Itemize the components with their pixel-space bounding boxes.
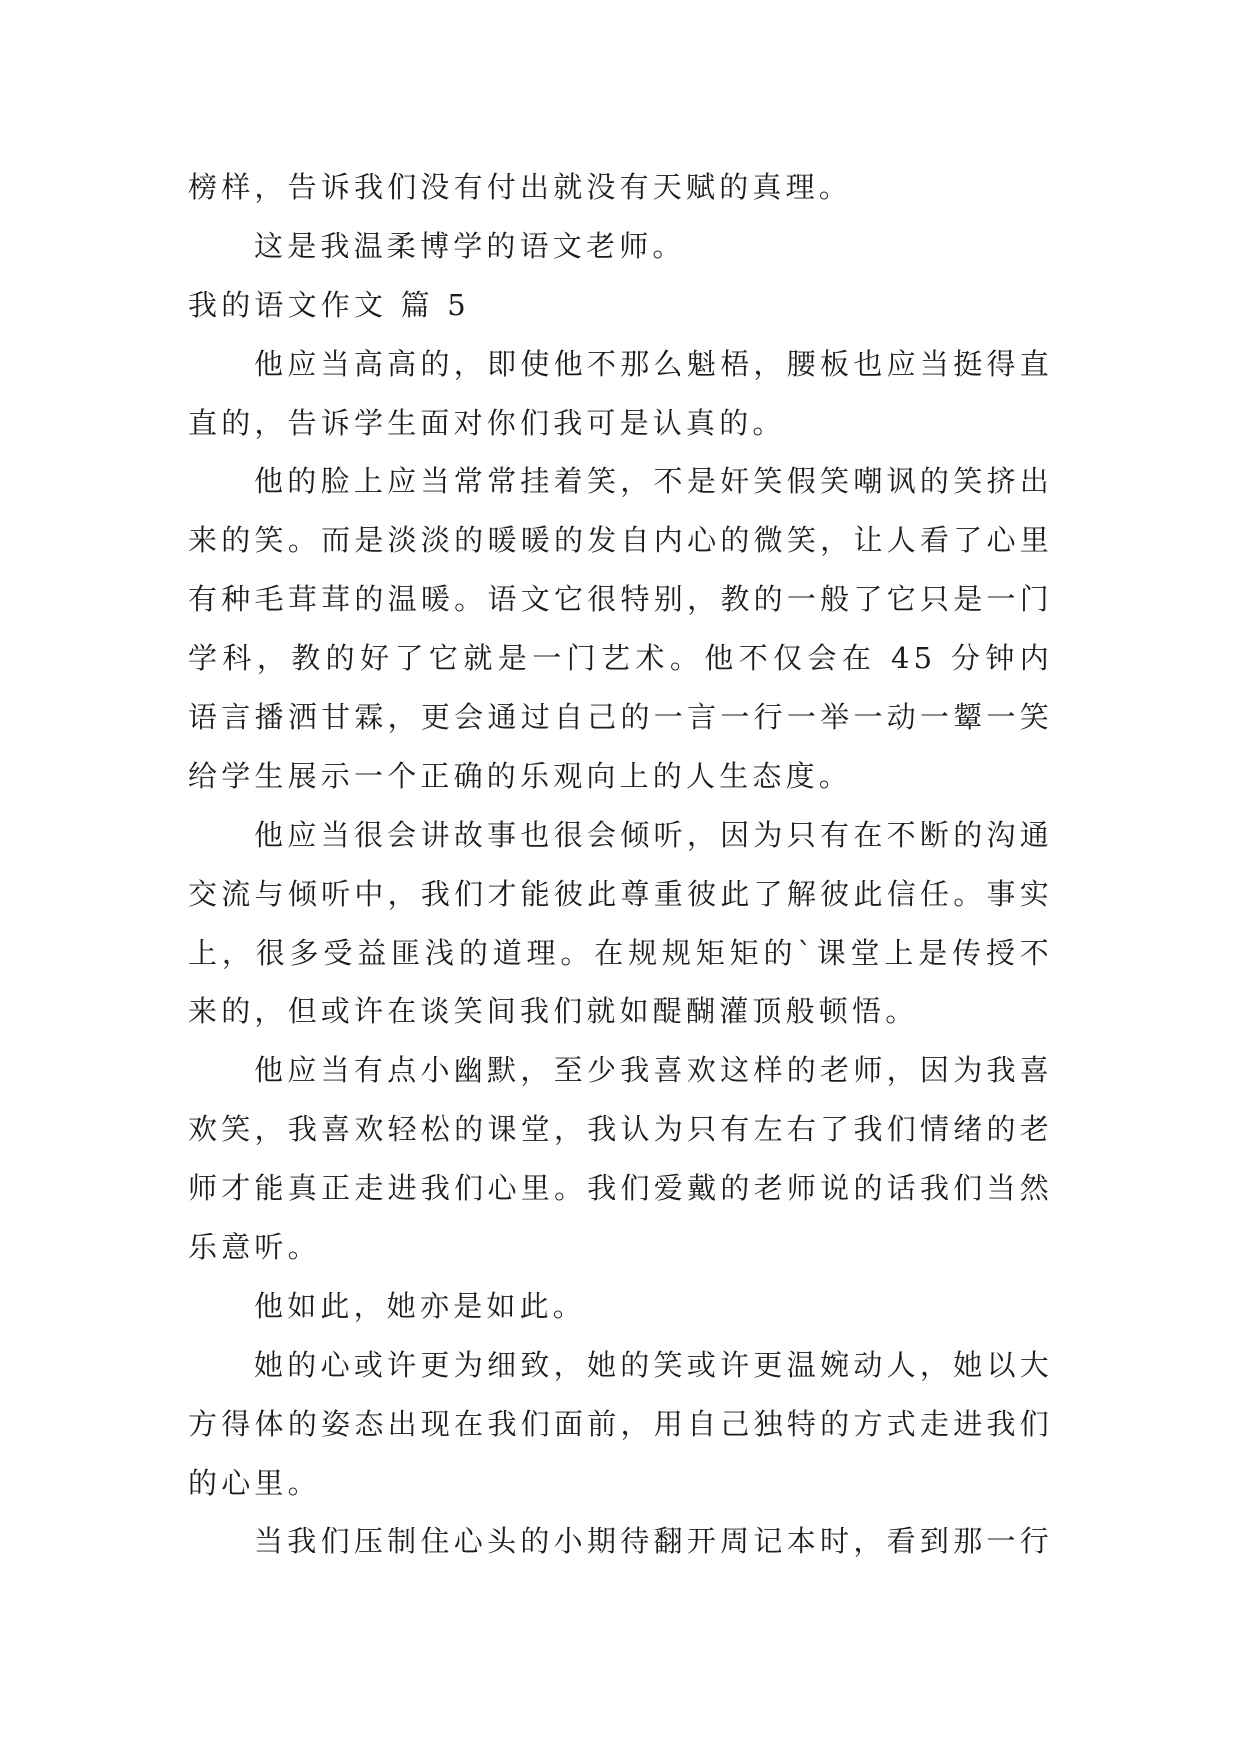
body-text <box>188 158 1053 1571</box>
text-line: 来的，但或许在谈笑间我们就如醍醐灌顶般顿悟。 <box>188 994 919 1029</box>
text-line: 直的，告诉学生面对你们我可是认真的。 <box>188 405 786 440</box>
text-line: 当我们压制住心头的小期待翻开周记本时，看到那一行 <box>254 1524 1053 1559</box>
text-line: 上，很多受益匪浅的道理。在规规矩矩的`课堂上是传授不 <box>188 935 1053 970</box>
paragraph <box>188 335 1053 453</box>
text-line: 他应当高高的，即使他不那么魁梧，腰板也应当挺得直 <box>254 346 1053 381</box>
paragraph <box>188 1512 1053 1571</box>
text-line: 他如此，她亦是如此。 <box>254 1288 587 1323</box>
paragraph <box>188 217 1053 276</box>
text-line: 他应当有点小幽默，至少我喜欢这样的老师，因为我喜 <box>254 1053 1053 1088</box>
text-line: 语言播洒甘霖，更会通过自己的一言一行一举一动一颦一笑 <box>188 700 1053 735</box>
paragraph <box>188 452 1053 805</box>
paragraph <box>188 158 1053 217</box>
text-line: 乐意听。 <box>188 1230 321 1265</box>
text-line: 方得体的姿态出现在我们面前，用自己独特的方式走进我们 <box>188 1406 1053 1441</box>
text-line: 师才能真正走进我们心里。我们爱戴的老师说的话我们当然 <box>188 1171 1053 1206</box>
text-line: 学科，教的好了它就是一门艺术。他不仅会在 45 分钟内 <box>188 641 1053 676</box>
section-heading: 我的语文作文 篇 5 <box>188 287 470 322</box>
text-line: 给学生展示一个正确的乐观向上的人生态度。 <box>188 758 853 793</box>
text-line: 她的心或许更为细致，她的笑或许更温婉动人，她以大 <box>254 1347 1053 1382</box>
paragraph <box>188 1041 1053 1277</box>
paragraph <box>188 806 1053 1042</box>
text-line: 来的笑。而是淡淡的暖暖的发自内心的微笑，让人看了心里 <box>188 523 1053 558</box>
text-line: 他的脸上应当常常挂着笑，不是奸笑假笑嘲讽的笑挤出 <box>254 464 1053 499</box>
text-line: 榜样，告诉我们没有付出就没有天赋的真理。 <box>188 170 853 204</box>
text-line: 交流与倾听中，我们才能彼此尊重彼此了解彼此信任。事实 <box>188 876 1053 911</box>
text-line: 有种毛茸茸的温暖。语文它很特别，教的一般了它只是一门 <box>188 582 1053 617</box>
text-line: 他应当很会讲故事也很会倾听，因为只有在不断的沟通 <box>254 817 1053 852</box>
text-line: 欢笑，我喜欢轻松的课堂，我认为只有左右了我们情绪的老 <box>188 1112 1053 1147</box>
paragraph <box>188 1336 1053 1513</box>
paragraph <box>188 1277 1053 1336</box>
text-line: 这是我温柔博学的语文老师。 <box>254 228 686 263</box>
text-line: 的心里。 <box>188 1465 321 1500</box>
